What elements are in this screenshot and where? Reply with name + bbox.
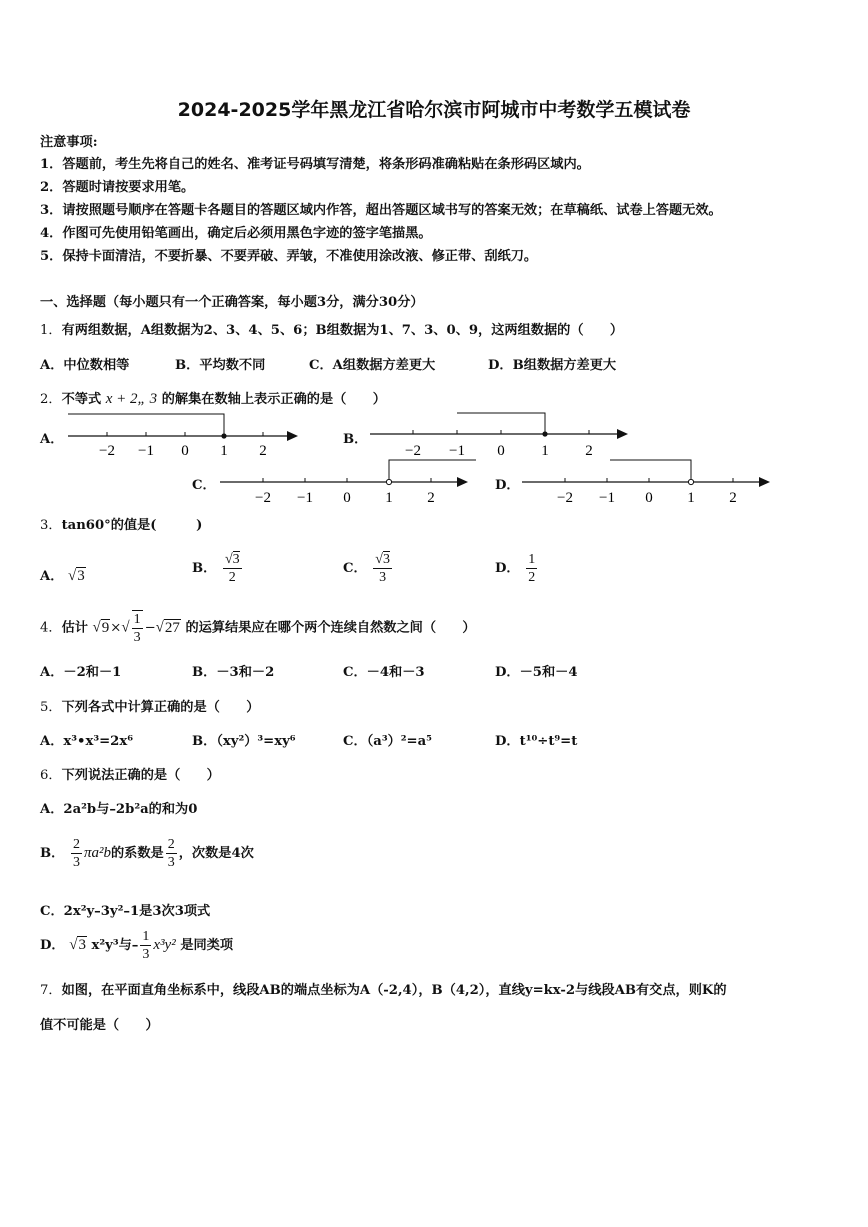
radicand: 27	[164, 619, 180, 636]
question-stem: 下列各式中计算正确的是（ ）	[61, 700, 260, 715]
tick-label: 2	[729, 490, 737, 505]
fraction: $\frac{1}{2}$	[528, 552, 536, 585]
tick-label: −2	[557, 490, 573, 505]
question-stem: tan60°的值是( )	[61, 518, 203, 533]
option-label: C．	[343, 561, 367, 576]
question-number: 4．	[40, 620, 62, 636]
question-stem: 的运算结果应在哪个两个连续自然数之间（ ）	[185, 620, 476, 636]
question-number: 3．	[40, 518, 62, 533]
tick-label: 0	[181, 443, 189, 459]
question-stem: 的解集在数轴上表示正确的是（ ）	[161, 392, 386, 407]
number-line-c	[220, 460, 476, 505]
fraction: $\frac{√3}{2}$	[224, 552, 240, 585]
tick-label: −1	[449, 443, 465, 459]
number-line-b	[370, 413, 628, 459]
question-7	[40, 979, 727, 998]
fraction: $\frac{2}{3}$	[167, 837, 175, 870]
page-title: 2024-2025学年黑龙江省哈尔滨市阿城市中考数学五模试卷	[177, 99, 691, 121]
tick-label: 2	[259, 443, 267, 459]
q6-option-c: C．2x²y–3y²–1是3次3项式	[40, 904, 211, 919]
inequality-expression: x + 2„ 3	[105, 391, 158, 407]
option-label: B．	[192, 561, 217, 576]
fraction: $\frac{√3}{3}$	[375, 552, 390, 585]
q2-option-d-label: D．	[495, 478, 520, 493]
tick-label: −2	[255, 490, 271, 505]
q1-option-a: A．中位数相等	[40, 358, 130, 373]
tick-label: 0	[645, 490, 653, 505]
radicand: 9	[101, 619, 110, 636]
tick-label: −2	[99, 443, 115, 459]
q6-option-a: A．2a²b与–2b²a的和为0	[40, 802, 198, 817]
q6-option-b: B． $\frac{2}{3}$ πa²b的系数是 $\frac{2}{3}$ ，次数是4次	[40, 837, 254, 870]
tick-label: 1	[385, 490, 393, 505]
q3-option-a	[40, 565, 86, 585]
tick-label: 2	[585, 443, 593, 459]
q3-option-d	[495, 551, 539, 586]
note-item: 1．答题前，考生先将自己的姓名、准考证号码填写清楚，将条形码准确粘贴在条形码区域内。	[40, 157, 590, 172]
question-number: 6．	[40, 768, 62, 783]
fraction: $\frac{1}{3}$	[142, 929, 150, 962]
q1-option-d: D．B组数据方差更大	[488, 358, 617, 373]
question-7-continued: 值不可能是（ ）	[40, 1018, 159, 1033]
q4-option-a: A．－2和－1	[40, 665, 122, 680]
number-line-d	[522, 460, 770, 505]
q3-option-b	[192, 551, 244, 586]
question-3	[40, 514, 202, 533]
q6-option-d: D． √3 x²y³与– $\frac{1}{3}$ x³y² 是同类项	[40, 929, 234, 962]
note-item: 3．请按照题号顺序在答题卡各题目的答题区域内作答，超出答题区域书写的答案无效；在草稿纸、试卷上答题无效。	[40, 203, 722, 218]
question-5	[40, 696, 259, 715]
q2-option-a-label: A．	[40, 432, 64, 447]
tick-label: −1	[138, 443, 154, 459]
question-number: 2．	[40, 392, 62, 407]
tick-label: 0	[343, 490, 351, 505]
q1-option-b: B．平均数不同	[175, 358, 266, 373]
tick-label: −1	[297, 490, 313, 505]
question-number: 1．	[40, 323, 62, 338]
q5-option-c: C．（a³）²=a⁵	[343, 734, 432, 749]
q4-option-c: C．－4和－3	[343, 665, 425, 680]
tick-label: 2	[427, 490, 435, 505]
q2-option-b-label: B．	[343, 432, 368, 447]
option-label: A．	[40, 569, 64, 584]
q5-option-a: A．x³•x³=2x⁶	[40, 734, 133, 749]
tick-label: 1	[220, 443, 228, 459]
question-number: 5．	[40, 700, 62, 715]
fraction: $\frac{2}{3}$	[72, 837, 80, 870]
tick-label: −1	[599, 490, 615, 505]
question-number: 7．	[40, 983, 62, 998]
question-stem: 有两组数据，A组数据为2、3、4、5、6；B组数据为1、7、3、0、9，这两组数据的（ ）	[61, 323, 624, 338]
question-stem: 不等式	[61, 392, 102, 407]
question-stem: 如图，在平面直角坐标系中，线段AB的端点坐标为A（-2,4），B（4,2），直线y=kx-2与线段AB有交点，则K的	[61, 983, 727, 998]
q1-option-c: C．A组数据方差更大	[309, 358, 436, 373]
tick-label: 1	[541, 443, 549, 459]
q4-option-b: B．－3和－2	[192, 665, 275, 680]
note-item: 4．作图可先使用铅笔画出，确定后必须用黑色字迹的签字笔描黑。	[40, 226, 432, 241]
q5-option-b: B．（xy²）³=xy⁶	[192, 734, 296, 749]
q3-option-c	[343, 551, 394, 586]
question-4: 4．估计 √9×√ $\frac{1}{3}$ −√27 的运算结果应在哪个两个连续自然数之间（ ）	[40, 612, 476, 645]
question-1	[40, 319, 623, 338]
note-item: 2．答题时请按要求用笔。	[40, 180, 195, 195]
tick-label: 1	[687, 490, 695, 505]
radicand: 3	[77, 568, 85, 584]
question-6	[40, 764, 220, 783]
q5-option-d: D．t¹⁰÷t⁹=t	[495, 734, 578, 749]
question-stem: 估计	[61, 620, 88, 636]
q4-option-d: D．－5和－4	[495, 665, 578, 680]
number-line-a	[68, 414, 298, 459]
notes-heading: 注意事项:	[40, 135, 98, 150]
section-heading: 一、选择题（每小题只有一个正确答案，每小题3分，满分30分）	[40, 295, 424, 310]
fraction: $\frac{1}{3}$	[133, 612, 141, 645]
tick-label: −2	[405, 443, 421, 459]
note-item: 5．保持卡面清洁，不要折暴、不要弄破、弄皱，不准使用涂改液、修正带、刮纸刀。	[40, 249, 538, 264]
q2-option-c-label: C．	[192, 478, 216, 493]
sqrt-sign: √	[68, 568, 77, 584]
tick-label: 0	[497, 443, 505, 459]
option-label: D．	[495, 561, 520, 576]
question-stem: 下列说法正确的是（ ）	[61, 768, 220, 783]
number-lines	[0, 405, 868, 505]
